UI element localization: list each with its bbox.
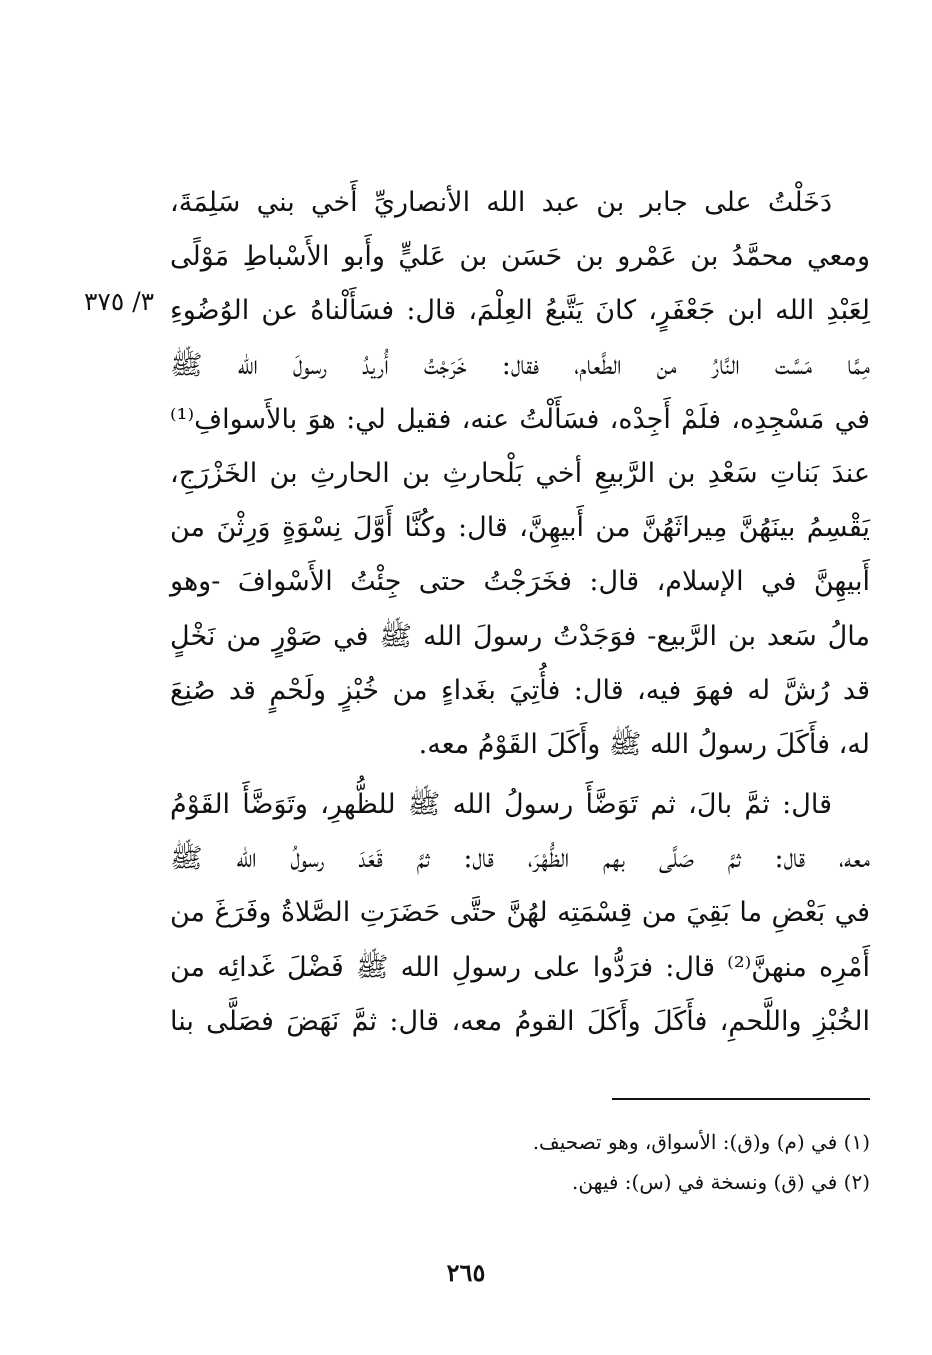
footnotes <box>300 1122 870 1202</box>
paragraph-1 <box>170 176 870 772</box>
text-line: قد رُشَّ له فهوَ فيه، قال: فأُتِيَ بغَداءٍ من خُبْزٍ ولَحْمٍ قد صُنِعَ <box>170 674 870 706</box>
page-number: ٢٦٥ <box>446 1258 486 1287</box>
text-line: قال: ثمَّ بالَ، ثم تَوَضَّأَ رسولُ الله ﷺ للظُّهرِ، وتَوَضَّأَ القَوْمُ <box>170 789 832 821</box>
text-line: دَخَلْتُ على جابر بن عبد الله الأنصاريِّ أَخي بني سَلِمَةَ، <box>170 187 832 218</box>
main-text <box>170 176 870 1049</box>
text-line: معه، قال: ثمَّ صَلَّى بهم الظُّهْرَ، قال: ثمَّ قَعَدَ رسولُ الله ﷺ <box>170 843 870 875</box>
text-line: يَقْسِمُ بينَهُنَّ مِيراثَهُنَّ من أَبيهِنَّ، قال: وكُنَّا أَوَّلَ نِسْوَةٍ وَرِثْنَ من <box>170 512 870 544</box>
text-line: له، فأَكَلَ رسولُ الله ﷺ وأَكَلَ القَوْمُ معه. <box>418 728 870 760</box>
text-line: مالُ سَعد بن الرَّبيع- فوَجَدْتُ رسولَ الله ﷺ في صَوْرٍ من نَخْلٍ <box>170 620 870 652</box>
text-line: في بَعْضِ ما بَقِيَ من قِسْمَتِه لهُنَّ حتَّى حَضَرَتِ الصَّلاةُ وفَرَغَ من <box>170 897 870 929</box>
text-line: الخُبْزِ واللَّحمِ، فأَكَلَ وأَكَلَ القومُ معه، قال: ثمَّ نَهَضَ فصَلَّى بنا <box>170 1005 870 1037</box>
text-line: مِمَّا مَسَّت النَّارُ من الطَّعام، فقال: خَرَجْتُ أُريدُ رسولَ الله ﷺ <box>170 349 870 381</box>
footnote-divider <box>612 1098 870 1100</box>
text-line: ومعي محمَّدُ بن عَمْرو بن حَسَن بن عَليٍّ وأَبو الأَسْباطِ مَوْلًى <box>170 241 870 273</box>
text-line: عندَ بَناتِ سَعْدِ بن الرَّبيعِ أخي بَلْحارثِ بن الحارثِ بن الخَزْرَجِ، <box>170 457 870 489</box>
text-line: أَمْرِه منهنَّ⁽²⁾ قال: فرَدُّوا على رسولِ الله ﷺ فَضْلَ غَدائِه من <box>170 951 870 983</box>
text-line: في مَسْجِدِه، فلَمْ أَجِدْه، فسَأَلْتُ عنه، فقيل لي: هوَ بالأَسوافِ⁽¹⁾ <box>170 403 870 435</box>
text-line: أَبيهِنَّ في الإسلام، قال: فخَرَجْتُ حتى جِئْتُ الأَسْوافَ -وهو <box>170 566 870 598</box>
paragraph-2 <box>170 778 870 1049</box>
text-line: لِعَبْدِ الله ابن جَعْفَرٍ، كانَ يَتَّبعُ العِلْمَ، قال: فسَأَلْناهُ عن الوُضُوءِ <box>170 295 870 327</box>
footnote-1: (١) في (م) و(ق): الأسواق، وهو تصحيف. <box>532 1130 870 1154</box>
margin-reference: ٣/ ٣٧٥ <box>84 287 155 316</box>
footnote-2: (٢) في (ق) ونسخة في (س): فيهن. <box>572 1170 870 1194</box>
